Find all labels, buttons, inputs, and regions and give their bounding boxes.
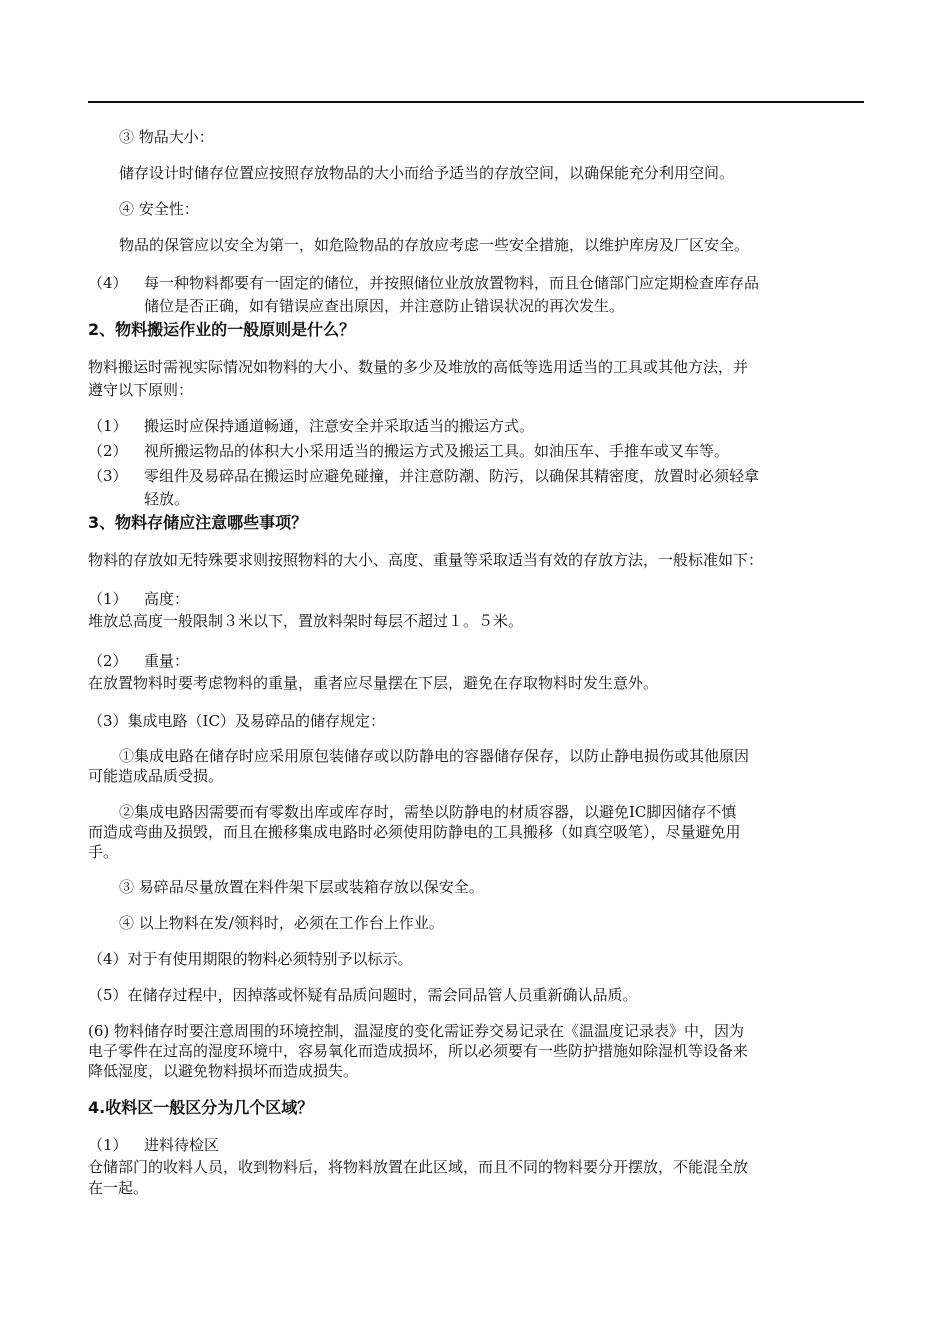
paragraph-line: ①集成电路在储存时应采用原包装储存或以防静电的容器储存保存，以防止静电损伤或其他原因 [119, 747, 750, 765]
list-label: 高度： [144, 590, 190, 608]
section-intro-line: 物料搬运时需视实际情况如物料的大小、数量的多少及堆放的高低等选用适当的工具或其他方法，并 [88, 358, 749, 376]
paragraph-line: ④ 以上物料在发/领料时，必须在工作台上作业。 [119, 914, 444, 932]
paragraph-line: 在放置物料时要考虑物料的重量，重者应尽量摆在下层，避免在存取物料时发生意外。 [88, 674, 659, 692]
list-item: 零组件及易碎品在搬运时应避免碰撞，并注意防潮、防污，以确保其精密度，放置时必须轻拿 [144, 467, 760, 485]
section-heading-4: 4.收料区一般区分为几个区域？ [88, 1098, 314, 1117]
item-safety-text: 物品的保管应以安全为第一，如危险物品的存放应考虑一些安全措施，以维护库房及厂区安全。 [119, 236, 750, 254]
section-intro-line: 遵守以下原则： [88, 381, 194, 399]
section-heading-2: 2、物料搬运作业的一般原则是什么？ [88, 320, 356, 339]
paragraph-line: （5）在储存过程中，因掉落或怀疑有品质问题时，需会同品管人员重新确认品质。 [88, 986, 638, 1004]
list-number: （1） [88, 1136, 128, 1154]
paragraph-line: 堆放总高度一般限制３米以下，置放料架时每层不超过１。５米。 [88, 612, 524, 630]
paragraph-line: (6) 物料储存时要注意周围的环境控制，温湿度的变化需证券交易记录在《温温度记录表》中，因为 [88, 1022, 745, 1040]
section-intro: 物料的存放如无特殊要求则按照物料的大小、高度、重量等采取适当有效的存放方法，一般标准如下： [88, 551, 764, 569]
list-item: 搬运时应保持通道畅通，注意安全并采取适当的搬运方式。 [144, 417, 535, 435]
paragraph-line: 每一种物料都要有一固定的储位，并按照储位业放放置物料，而且仓储部门应定期检查库存品 [144, 274, 760, 292]
list-label: 重量： [144, 652, 190, 670]
section-heading-3: 3、物料存储应注意哪些事项？ [88, 513, 308, 532]
list-number: （2） [88, 652, 128, 670]
paragraph-line: 降低湿度，以避免物料损坏而造成损失。 [88, 1062, 359, 1080]
item-size-text: 储存设计时储存位置应按照存放物品的大小而给予适当的存放空间，以确保能充分利用空间。 [119, 164, 735, 182]
list-item-cont: 轻放。 [144, 490, 190, 508]
paragraph-line: ③ 易碎品尽量放置在料件架下层或装箱存放以保安全。 [119, 878, 484, 896]
list-number: （3） [88, 467, 128, 485]
list-label: 进料待检区 [144, 1136, 220, 1154]
list-number: （2） [88, 442, 128, 460]
paragraph-line: 储位是否正确，如有错误应查出原因，并注意防止错误状况的再次发生。 [144, 297, 625, 315]
paragraph-line: 电子零件在过高的湿度环境中，容易氧化而造成损坏，所以必须要有一些防护措施如除湿机等设备来 [88, 1042, 749, 1060]
header-rule [88, 101, 864, 103]
list-number: （1） [88, 590, 128, 608]
paragraph-line: 而造成弯曲及损毁，而且在搬移集成电路时必须使用防静电的工具搬移（如真空吸笔），尽量避免用 [88, 823, 741, 841]
paragraph-line: 仓储部门的收料人员，收到物料后，将物料放置在此区域，而且不同的物料要分开摆放，不能混全放 [88, 1158, 749, 1176]
paragraph-line: ②集成电路因需要而有零数出库或库存时，需垫以防静电的材质容器，以避免IC脚因储存不慎 [119, 803, 737, 821]
list-number: （1） [88, 417, 128, 435]
list-number: （4） [88, 274, 128, 292]
paragraph-line: 在一起。 [88, 1179, 149, 1197]
paragraph-line: 可能造成品质受损。 [88, 767, 224, 785]
item-safety-title: ④ 安全性： [119, 200, 199, 218]
paragraph-line: （4）对于有使用期限的物料必须特别予以标示。 [88, 950, 413, 968]
item-size-title: ③ 物品大小： [119, 128, 214, 146]
paragraph-line: 手。 [88, 843, 119, 861]
list-item: 视所搬运物品的体积大小采用适当的搬运方式及搬运工具。如油压车、手推车或叉车等。 [144, 442, 730, 460]
subsection-title: （3）集成电路（IC）及易碎品的储存规定： [88, 712, 385, 730]
